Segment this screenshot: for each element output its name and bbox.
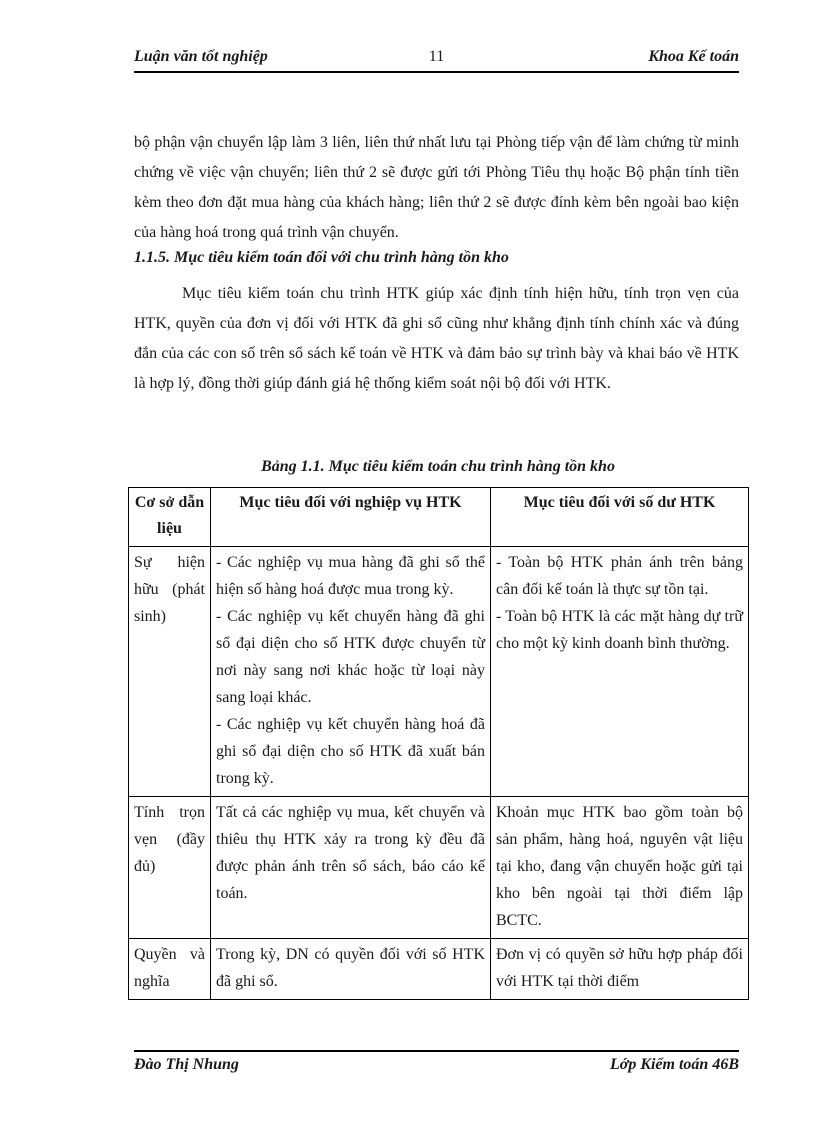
header-thesis-title: Luận văn tốt nghiệp	[134, 48, 268, 65]
cell-line: - Các nghiệp vụ kết chuyển hàng đã ghi sổ đại diện cho số HTK được chuyển từ nơi này sang nơi khác hoặc từ loại này sang loại khác.	[216, 608, 485, 706]
cell-transaction	[211, 797, 491, 939]
cell-transaction	[211, 939, 491, 1000]
cell-line: - Toàn bộ HTK phản ánh trên bảng cân đối kế toán là thực sự tồn tại.	[496, 554, 743, 598]
table-row	[129, 547, 749, 797]
cell-basis: Tính trọn vẹn (đầy đủ)	[129, 797, 211, 939]
cell-line: Tất cả các nghiệp vụ mua, kết chuyển và thiêu thụ HTK xảy ra trong kỳ đều đã được phản ánh trên sổ sách, báo cáo kế toán.	[216, 804, 485, 902]
cell-line: - Các nghiệp vụ kết chuyển hàng hoá đã ghi sổ đại diện cho số HTK đã xuất bán trong kỳ.	[216, 716, 485, 787]
cell-line: Đơn vị có quyền sở hữu hợp pháp đối với HTK tại thời điểm	[496, 946, 743, 990]
cell-balance	[491, 547, 749, 797]
audit-objectives-table	[128, 487, 749, 1000]
cell-line: - Toàn bộ HTK là các mặt hàng dự trữ cho một kỳ kinh doanh bình thường.	[496, 608, 743, 652]
header-balance-objective: Mục tiêu đối với số dư HTK	[491, 488, 749, 547]
header-basis: Cơ sở dẫn liệu	[129, 488, 211, 547]
table-row	[129, 797, 749, 939]
section-heading: 1.1.5. Mục tiêu kiểm toán đối với chu trình hàng tồn kho	[134, 249, 509, 266]
table-header-row	[129, 488, 749, 547]
header-rule	[134, 71, 739, 73]
cell-balance	[491, 797, 749, 939]
footer-class: Lớp Kiểm toán 46B	[609, 1056, 739, 1073]
footer-author: Đào Thị Nhung	[134, 1056, 239, 1073]
header-transaction-objective: Mục tiêu đối với nghiệp vụ HTK	[211, 488, 491, 547]
paragraph-2: Mục tiêu kiểm toán chu trình HTK giúp xác định tính hiện hữu, tính trọn vẹn của HTK, quyền của đơn vị đối với HTK đã ghi sổ cũng như khẳng định tính chính xác và đúng đắn của các con số trên sổ sách kế toán về HTK và đảm bảo sự trình bày và khai báo về HTK là hợp lý, đồng thời giúp đánh giá hệ thống kiểm soát nội bộ đối với HTK.	[134, 285, 739, 392]
footer-rule	[134, 1050, 739, 1052]
cell-line: - Các nghiệp vụ mua hàng đã ghi sổ thể hiện số hàng hoá được mua trong kỳ.	[216, 554, 485, 598]
cell-line: Trong kỳ, DN có quyền đối với số HTK đã ghi sổ.	[216, 946, 485, 990]
cell-balance	[491, 939, 749, 1000]
page-number: 11	[428, 48, 445, 65]
paragraph-1: bộ phận vận chuyển lập làm 3 liên, liên thứ nhất lưu tại Phòng tiếp vận để làm chứng từ minh chứng về việc vận chuyển; liên thứ 2 sẽ được gửi tới Phòng Tiêu thụ hoặc Bộ phận tính tiền kèm theo đơn đặt mua hàng của khách hàng; liên thứ 2 sẽ được đính kèm bên ngoài bao kiện của hàng hoá trong quá trình vận chuyển.	[134, 134, 739, 241]
cell-basis: Sự hiện hữu (phát sinh)	[129, 547, 211, 797]
header-faculty: Khoa Kế toán	[648, 48, 739, 65]
page-header	[134, 46, 739, 68]
table-row	[129, 939, 749, 1000]
cell-transaction	[211, 547, 491, 797]
table-caption: Bảng 1.1. Mục tiêu kiểm toán chu trình hàng tồn kho	[261, 458, 615, 475]
cell-line: Khoản mục HTK bao gồm toàn bộ sản phẩm, hàng hoá, nguyên vật liệu tại kho, đang vận chuyển hoặc gửi tại kho bên ngoài tại thời điểm lập BCTC.	[496, 804, 743, 929]
cell-basis: Quyền và nghĩa	[129, 939, 211, 1000]
